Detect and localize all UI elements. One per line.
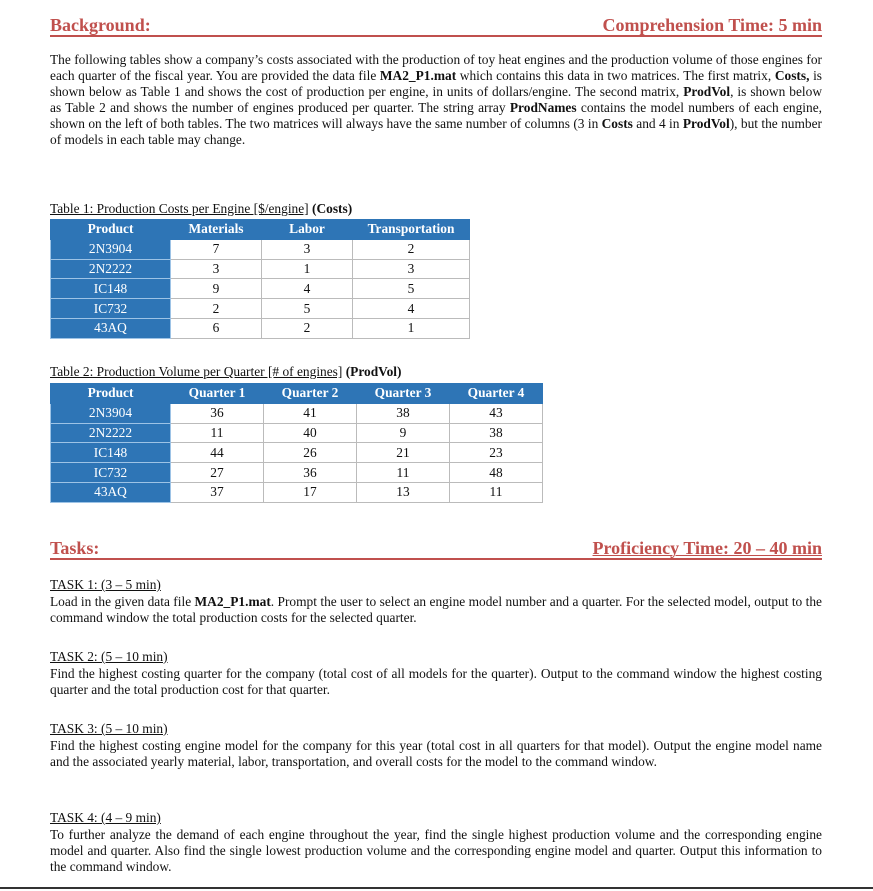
- text-run: and 4 in: [632, 116, 683, 131]
- column-header: Transportation: [353, 220, 470, 240]
- task-3-title: TASK 3: (5 – 10 min): [50, 721, 168, 736]
- value-cell: 2: [262, 318, 353, 338]
- value-cell: 37: [171, 482, 264, 502]
- table1-caption-text: Table 1: Production Costs per Engine [$/engine]: [50, 201, 309, 216]
- product-name-cell: 2N3904: [51, 403, 171, 423]
- value-cell: 41: [264, 403, 357, 423]
- task-2-title: TASK 2: (5 – 10 min): [50, 649, 168, 664]
- value-cell: 6: [171, 318, 262, 338]
- table-row: [51, 482, 543, 502]
- table1-caption: [50, 201, 352, 217]
- table-row: [51, 443, 543, 463]
- value-cell: 5: [262, 299, 353, 319]
- value-cell: 3: [171, 259, 262, 279]
- background-paragraph: [50, 52, 822, 148]
- page-bottom-rule: [0, 887, 873, 889]
- product-name-cell: 2N2222: [51, 423, 171, 443]
- text-run: Find the highest costing engine model for the company for this year (total cost in all quarters for that model). Output the engine model name and the associated yearly material, labor, transportation, and overall costs for the model to the command window.: [50, 738, 822, 769]
- product-name-cell: IC732: [51, 463, 171, 483]
- task-1-body: [50, 594, 822, 626]
- value-cell: 11: [357, 463, 450, 483]
- bold-term: Costs: [601, 116, 633, 131]
- column-header: Materials: [171, 220, 262, 240]
- table1-caption-matrix: (Costs): [308, 201, 353, 216]
- table2-caption-matrix: (ProdVol): [342, 364, 402, 379]
- text-run: ), but the number of models in each table may change.: [50, 116, 822, 147]
- bold-term: ProdVol: [682, 116, 730, 131]
- value-cell: 13: [357, 482, 450, 502]
- value-cell: 38: [450, 423, 543, 443]
- column-header: Quarter 1: [171, 384, 264, 404]
- task-1-title: TASK 1: (3 – 5 min): [50, 577, 161, 592]
- background-header: [50, 13, 822, 37]
- value-cell: 2: [171, 299, 262, 319]
- column-header: Product: [51, 220, 171, 240]
- value-cell: 1: [353, 318, 470, 338]
- value-cell: 17: [264, 482, 357, 502]
- table-row: [51, 239, 470, 259]
- column-header: Labor: [262, 220, 353, 240]
- proficiency-time: Proficiency Time: 20 – 40 min: [592, 538, 822, 558]
- value-cell: 1: [262, 259, 353, 279]
- task-2-body: [50, 666, 822, 698]
- column-header: Quarter 3: [357, 384, 450, 404]
- value-cell: 5: [353, 279, 470, 299]
- value-cell: 23: [450, 443, 543, 463]
- background-title: Background:: [50, 15, 151, 35]
- value-cell: 9: [171, 279, 262, 299]
- text-run: The following tables show a company’s costs associated with the production of toy heat engines and the production volume of those engines for each quarter of the fiscal year. You are provided the data file: [50, 52, 822, 83]
- value-cell: 11: [450, 482, 543, 502]
- value-cell: 27: [171, 463, 264, 483]
- table-row: [51, 423, 543, 443]
- text-run: . Prompt the user to select an engine model number and a quarter. For the selected model, output to the command window the total production costs for the selected quarter.: [50, 594, 822, 625]
- product-name-cell: 43AQ: [51, 318, 171, 338]
- value-cell: 36: [264, 463, 357, 483]
- value-cell: 40: [264, 423, 357, 443]
- product-name-cell: IC148: [51, 443, 171, 463]
- bold-term: MA2_P1.mat: [194, 594, 271, 609]
- tasks-header: [50, 536, 822, 560]
- comprehension-time: Comprehension Time: 5 min: [602, 15, 822, 35]
- table-row: [51, 279, 470, 299]
- value-cell: 21: [357, 443, 450, 463]
- product-name-cell: 2N2222: [51, 259, 171, 279]
- value-cell: 4: [353, 299, 470, 319]
- value-cell: 44: [171, 443, 264, 463]
- text-run: , is shown below as Table 2 and shows the number of engines produced per quarter. The string array: [50, 84, 822, 115]
- value-cell: 43: [450, 403, 543, 423]
- column-header: Quarter 4: [450, 384, 543, 404]
- tasks-title: Tasks:: [50, 538, 100, 558]
- bold-term: Costs,: [774, 68, 810, 83]
- table-row: [51, 259, 470, 279]
- text-run: Load in the given data file: [50, 594, 195, 609]
- table2-caption-text: Table 2: Production Volume per Quarter [# of engines]: [50, 364, 343, 379]
- bold-term: ProdNames: [509, 100, 577, 115]
- value-cell: 11: [171, 423, 264, 443]
- value-cell: 48: [450, 463, 543, 483]
- product-name-cell: 2N3904: [51, 239, 171, 259]
- value-cell: 9: [357, 423, 450, 443]
- text-run: is shown below as Table 1 and shows the cost of production per engine, in units of dollars/engine. The second matrix,: [50, 68, 823, 99]
- table-row: [51, 318, 470, 338]
- value-cell: 2: [353, 239, 470, 259]
- value-cell: 4: [262, 279, 353, 299]
- bold-term: MA2_P1.mat: [379, 68, 457, 83]
- bold-term: ProdVol: [683, 84, 731, 99]
- product-name-cell: 43AQ: [51, 482, 171, 502]
- text-run: which contains this data in two matrices. The first matrix,: [456, 68, 775, 83]
- table2-caption: [50, 364, 402, 380]
- product-name-cell: IC148: [51, 279, 171, 299]
- column-header: Quarter 2: [264, 384, 357, 404]
- value-cell: 3: [353, 259, 470, 279]
- value-cell: 7: [171, 239, 262, 259]
- table-row: [51, 463, 543, 483]
- table-row: [51, 299, 470, 319]
- text-run: Find the highest costing quarter for the company (total cost of all models for the quarter). Output to the command window the highest costing quarter and the total production cost for that quarter.: [50, 666, 822, 697]
- text-run: To further analyze the demand of each engine throughout the year, find the single highest production volume and the corresponding engine model and quarter. Also find the single lowest production volume and the corresponding engine model and quarter. Output this information to the command window.: [50, 827, 822, 874]
- value-cell: 3: [262, 239, 353, 259]
- task-4-title: TASK 4: (4 – 9 min): [50, 810, 161, 825]
- product-name-cell: IC732: [51, 299, 171, 319]
- costs-table: [50, 219, 470, 339]
- task-3-body: [50, 738, 822, 770]
- column-header: Product: [51, 384, 171, 404]
- value-cell: 36: [171, 403, 264, 423]
- value-cell: 26: [264, 443, 357, 463]
- prodvol-table: [50, 383, 543, 503]
- value-cell: 38: [357, 403, 450, 423]
- task-4-body: [50, 827, 822, 875]
- text-run: contains the model numbers of each engine, shown on the left of both tables. The two matrices will always have the same number of columns (3 in: [50, 100, 822, 131]
- table-row: [51, 403, 543, 423]
